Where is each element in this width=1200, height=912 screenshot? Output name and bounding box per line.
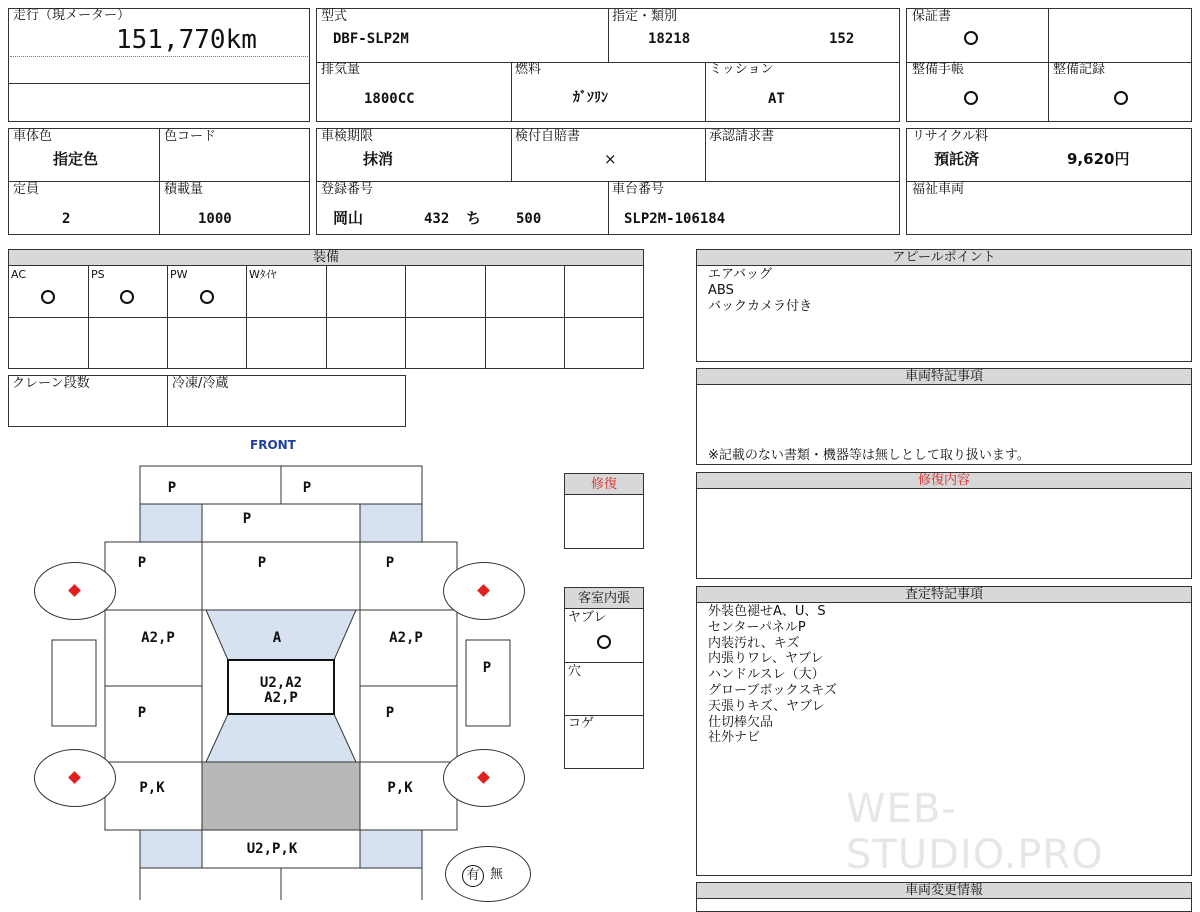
assessment-lines: 外装色褪せA、U、S センターパネルP 内装汚れ、キズ 内張りワレ、ヤブレ ハンドルスレ（大） グローブボックスキズ 天張りキズ、ヤブレ 仕切棒欠品 社外ナビ: [708, 604, 837, 746]
body-color-label: 車体色: [13, 129, 53, 144]
equipment-vline-7: [564, 266, 565, 369]
welfare-label: 福祉車両: [912, 182, 965, 197]
damage-bumper-left: P: [167, 480, 177, 496]
interior-koge-label: コゲ: [568, 716, 595, 731]
equipment-wtire-label: Wﾀｲﾔ: [249, 268, 277, 281]
damage-windshield: A: [272, 630, 282, 646]
registration-label: 登録番号: [321, 182, 374, 197]
fuel-label: 燃料: [515, 62, 542, 77]
spare-yes: 有: [462, 865, 484, 887]
mission-value: AT: [768, 91, 785, 107]
damage-fender-fr: P: [385, 555, 395, 571]
damage-door-fr: A2,P: [389, 630, 423, 646]
assessment-title: 査定特記事項: [697, 587, 1191, 603]
inspection-expiry-value: 抹消: [363, 150, 394, 168]
spare-no: 無: [490, 867, 504, 882]
registration-class: 432: [424, 211, 450, 227]
maintenance-book-mark: [964, 91, 978, 105]
front-label: FRONT: [250, 438, 296, 452]
registration-area: 岡山: [333, 209, 364, 227]
model-value: DBF-SLP2M: [333, 31, 409, 47]
special-notes-footer: ※記載のない書類・機器等は無しとして取り扱います。: [708, 448, 1030, 463]
docs-vline: [1048, 8, 1049, 122]
model-label: 型式: [321, 9, 348, 24]
interior-yabure-mark: [597, 635, 611, 649]
spare-tire: [445, 846, 531, 902]
recycle-status: 預託済: [934, 150, 980, 168]
inspection-vline-2: [705, 128, 706, 182]
damage-rear: U2,P,K: [246, 841, 298, 857]
maintenance-book-label: 整備手帳: [912, 62, 965, 77]
chassis-label: 車台番号: [612, 182, 665, 197]
maintenance-record-mark: [1114, 91, 1128, 105]
interior-title: 客室内張: [565, 588, 643, 609]
approval-label: 承認請求書: [709, 129, 775, 144]
crane-label: クレーン段数: [12, 376, 90, 391]
equipment-pw-label: PW: [170, 268, 188, 281]
damage-quarter-r: P,K: [387, 780, 413, 796]
damage-hood-top: P: [242, 511, 252, 527]
appeal-lines: エアバッグ ABS バックカメラ付き: [708, 267, 813, 314]
capacity-label: 定員: [13, 182, 40, 197]
load-value: 1000: [198, 211, 232, 227]
registration-kana: ち: [466, 209, 482, 227]
liability-label: 検付自賠書: [515, 129, 581, 144]
recycle-amount: 9,620円: [1067, 150, 1130, 168]
damage-door-fl: A2,P: [141, 630, 175, 646]
damage-roof-2: A2,P: [264, 690, 298, 706]
repair-details-title: 修復内容: [697, 473, 1191, 489]
repair-title: 修復: [565, 474, 643, 495]
equipment-title: 装備: [9, 250, 643, 266]
damage-quarter-l: P,K: [139, 780, 165, 796]
damage-door-rr: P: [385, 705, 395, 721]
mission-label: ミッション: [709, 62, 774, 77]
watermark: WEB-STUDIO.PRO: [846, 786, 1104, 878]
interior-yabure-label: ヤブレ: [568, 610, 607, 625]
inspection-expiry-label: 車検期限: [321, 129, 374, 144]
warranty-label: 保証書: [912, 9, 952, 24]
color-code-label: 色コード: [164, 129, 217, 144]
mileage-label: 走行（現メーター）: [13, 8, 131, 23]
maintenance-record-label: 整備記録: [1053, 62, 1106, 77]
interior-ana-label: 穴: [568, 664, 582, 679]
displacement-value: 1800CC: [364, 91, 415, 107]
fuel-value: ｶﾞｿﾘﾝ: [573, 90, 608, 106]
designation-value-1: 18218: [648, 31, 691, 47]
body-color-value: 指定色: [53, 150, 99, 168]
displacement-label: 排気量: [321, 62, 361, 77]
freezer-label: 冷凍/冷蔵: [172, 376, 229, 391]
damage-roof-1: U2,A2: [259, 675, 303, 691]
equipment-ac-label: AC: [11, 268, 27, 281]
designation-label: 指定・類別: [612, 9, 678, 24]
model-vline-3: [705, 62, 706, 122]
warranty-mark: [964, 31, 978, 45]
recycle-label: リサイクル料: [912, 129, 989, 144]
registration-number: 500: [516, 211, 542, 227]
inspection-vline-3: [608, 181, 609, 235]
liability-value: ×: [604, 150, 617, 168]
damage-bumper-right: P: [302, 480, 312, 496]
designation-value-2: 152: [829, 31, 855, 47]
special-notes-title: 車両特記事項: [697, 369, 1191, 385]
damage-mirror-r: P: [482, 660, 492, 676]
chassis-value: SLP2M-106184: [624, 211, 726, 227]
damage-hood: P: [257, 555, 267, 571]
mileage-value: 151,770km: [116, 25, 257, 55]
damage-door-rl: P: [137, 705, 147, 721]
change-info-title: 車両変更情報: [697, 883, 1191, 899]
equipment-ps-label: PS: [91, 268, 105, 281]
interior-hline-1: [564, 662, 644, 663]
capacity-value: 2: [62, 211, 71, 227]
damage-fender-fl: P: [137, 555, 147, 571]
load-label: 積載量: [164, 182, 204, 197]
appeal-title: アピールポイント: [697, 250, 1191, 266]
model-vline-1: [608, 8, 609, 63]
